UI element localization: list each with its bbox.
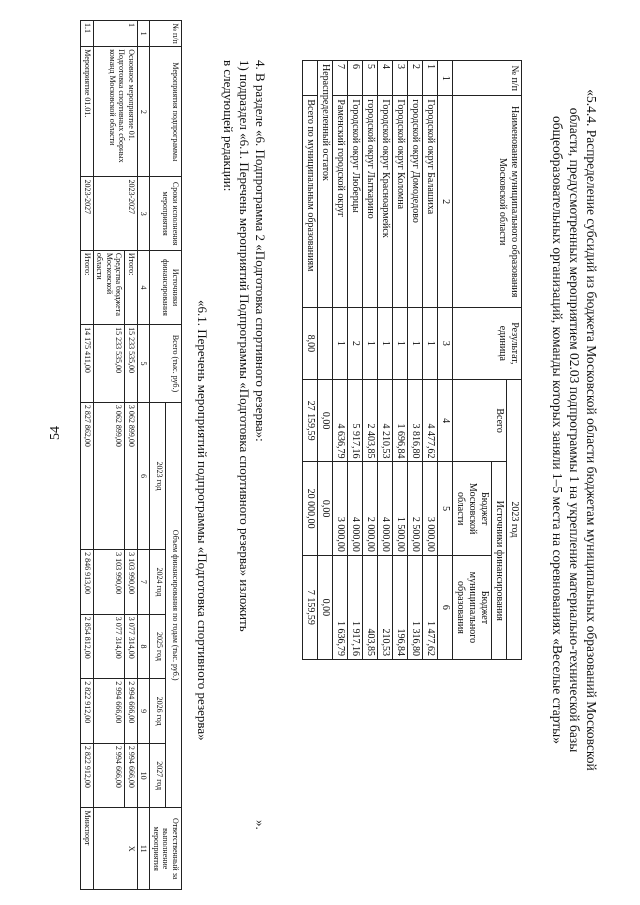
- cell-total: 2 403,85: [363, 379, 378, 462]
- cell-total: 4 636,79: [333, 379, 348, 462]
- table-row: [363, 61, 378, 660]
- index-cell: 3: [438, 307, 453, 379]
- year-header: 2026 год: [150, 679, 166, 744]
- index-cell: 8: [138, 614, 151, 679]
- subsidy-table: [302, 60, 522, 660]
- cell-mo: 3 000,00: [333, 462, 348, 555]
- index-cell: 5: [138, 325, 151, 403]
- cell-num: 7: [333, 61, 348, 96]
- subsection-title: «6.1. Перечень мероприятий подпрограммы «Подготовка спортивного резерва»: [195, 300, 210, 741]
- cell-name: Нераспределенный остаток: [318, 61, 333, 308]
- cell-year: 3 103 990,00: [94, 550, 126, 615]
- cell-num: 6: [348, 61, 363, 96]
- cell-year: 2 994 666,00: [125, 743, 138, 808]
- col-total-header: Всего: [453, 379, 507, 462]
- table-row: [348, 61, 363, 660]
- cell-resp: Минспорт: [81, 808, 94, 890]
- quote-end: ».: [253, 820, 268, 830]
- cell-result: 2: [348, 307, 363, 379]
- table-row: [408, 61, 423, 660]
- index-cell: 7: [138, 550, 151, 615]
- cell-mun: 1 316,80: [408, 555, 423, 659]
- cell-mun: 1 636,79: [333, 555, 348, 659]
- cell-year: 2 994 666,00: [94, 743, 126, 808]
- cell-mo: 0,00: [318, 462, 333, 555]
- index-cell: 2: [138, 47, 151, 177]
- cell-mo: 20 000,00: [303, 462, 318, 555]
- cell-num: 1: [423, 61, 438, 96]
- cell-num: 2: [408, 61, 423, 96]
- cell-year: 3 103 990,00: [125, 550, 138, 615]
- cell-name: Раменский городской округ: [333, 96, 348, 307]
- year-header: 2024 год: [150, 550, 166, 615]
- paragraph-edition: в следующей редакции:: [221, 60, 236, 192]
- col-name-header: Наименование муниципального образования Московской области: [453, 96, 522, 307]
- cell-result: 1: [423, 307, 438, 379]
- cell-mun: 7 159,59: [303, 555, 318, 659]
- year-header: 2023 год: [150, 402, 166, 549]
- index-cell: 2: [438, 96, 453, 307]
- cell-source: Итого:: [125, 250, 138, 324]
- cell-source: Средства бюджета Московской области: [94, 250, 126, 324]
- page-number: 54: [48, 426, 63, 440]
- cell-year: 2 846 913,00: [81, 550, 94, 615]
- events-table: [81, 20, 183, 890]
- cell-total: 14 175 411,00: [81, 325, 94, 403]
- cell-total: 0,00: [318, 379, 333, 462]
- index-cell: 1: [438, 61, 453, 96]
- cell-total: 15 233 535,00: [125, 325, 138, 403]
- col-volume-header: Объем финансирования по годам (тыс. руб.): [166, 402, 182, 808]
- cell-name: Городской округ Красноармейск: [378, 96, 393, 307]
- index-cell: 1: [138, 21, 151, 47]
- table-row: [423, 61, 438, 660]
- index-cell: 4: [138, 250, 151, 324]
- cell-total: 1 696,84: [393, 379, 408, 462]
- index-cell: 10: [138, 743, 151, 808]
- cell-num: 5: [363, 61, 378, 96]
- col-num-header: № п/п: [150, 21, 182, 47]
- cell-total: 15 233 535,00: [94, 325, 126, 403]
- table-row: [378, 61, 393, 660]
- cell-terms: 2023-2027: [81, 177, 94, 250]
- cell-num: 1: [94, 21, 138, 47]
- index-row: [438, 61, 453, 660]
- col-total-header: Всего (тыс. руб.): [150, 325, 182, 403]
- cell-year: 2 854 812,00: [81, 614, 94, 679]
- paragraph-section-4: 4. В разделе «6. Подпрограмма 2 «Подготовка спортивного резерва»:: [253, 60, 268, 442]
- cell-total: 27 159,59: [303, 379, 318, 462]
- cell-result: 1: [393, 307, 408, 379]
- col-terms-header: Сроки исполнения мероприятия: [150, 177, 182, 250]
- cell-mo: 2 500,00: [408, 462, 423, 555]
- cell-result: 1: [408, 307, 423, 379]
- col-resp-header: Ответственный за выполнение мероприятия: [150, 808, 182, 890]
- cell-num: 1.1: [81, 21, 94, 47]
- cell-result: 1: [333, 307, 348, 379]
- col-event-header: Мероприятия подпрограммы: [150, 47, 182, 177]
- section-heading: «5.4.4. Распределение субсидий из бюджета Московской области бюджетам муниципальных образований Московской области, предусмотренных мероприятием 02.03 подпрограммы 1 на укрепление материально-технической базы общеобразовательных организаций, команды которых заняли 1–5 места на соревнованиях «Веселые старты»: [550, 89, 599, 771]
- cell-name: городской округ Домодедово: [408, 96, 423, 307]
- cell-year: 2 822 912,00: [81, 679, 94, 744]
- cell-mun: 196,84: [393, 555, 408, 659]
- cell-mun: 1 917,16: [348, 555, 363, 659]
- index-cell: 3: [138, 177, 151, 250]
- cell-year: 2 994 666,00: [94, 679, 126, 744]
- col-mo-budget-header: Бюджет Московской области: [453, 462, 492, 555]
- cell-mo: 1 500,00: [393, 462, 408, 555]
- index-row: [138, 21, 151, 890]
- cell-result: 1: [363, 307, 378, 379]
- cell-mo: 2 000,00: [363, 462, 378, 555]
- cell-event: Мероприятие 01.01.: [81, 47, 94, 177]
- cell-mo: 4 000,00: [378, 462, 393, 555]
- cell-total: 4 210,53: [378, 379, 393, 462]
- cell-mun: 403,85: [363, 555, 378, 659]
- cell-year: 2 822 912,00: [81, 743, 94, 808]
- cell-source: Итого:: [81, 250, 94, 324]
- cell-mo: 3 000,00: [423, 462, 438, 555]
- table-row: [393, 61, 408, 660]
- cell-year: 2 994 666,00: [125, 679, 138, 744]
- cell-num: 3: [393, 61, 408, 96]
- cell-year: 2 827 862,00: [81, 402, 94, 549]
- remainder-row: [318, 61, 333, 660]
- cell-total: 3 816,80: [408, 379, 423, 462]
- cell-mun: 0,00: [318, 555, 333, 659]
- paragraph-subsection: 1) подраздел «6.1. Перечень мероприятий Подпрограммы «Подготовка спортивного резерва» изложить: [237, 60, 252, 632]
- cell-name: Всего по муниципальным образованиям: [303, 96, 318, 307]
- cell-year: 3 062 899,00: [125, 402, 138, 549]
- cell-year: 3 077 314,00: [94, 614, 126, 679]
- cell-year: 3 077 314,00: [125, 614, 138, 679]
- col-result-header: Результат, единица: [453, 307, 522, 379]
- cell-mun: 1 477,62: [423, 555, 438, 659]
- col-num-header: № п/п: [453, 61, 522, 96]
- cell-name: Городской округ Люберцы: [348, 96, 363, 307]
- cell-result: [318, 307, 333, 379]
- cell-total: 5 917,16: [348, 379, 363, 462]
- cell-num: 4: [378, 61, 393, 96]
- cell-mo: 4 000,00: [348, 462, 363, 555]
- col-sources-header: Источники финансирования: [150, 250, 182, 324]
- year-header: 2027 год: [150, 743, 166, 808]
- total-row: [303, 61, 318, 660]
- index-cell: 5: [438, 462, 453, 555]
- cell-resp: Х: [94, 808, 138, 890]
- cell-name: Городской округ Балашиха: [423, 96, 438, 307]
- year-header: 2025 год: [150, 614, 166, 679]
- cell-result: 8,00: [303, 307, 318, 379]
- cell-total: 4 477,62: [423, 379, 438, 462]
- col-sources-header: Источники финансирования: [492, 462, 507, 660]
- table-row: [81, 21, 94, 890]
- table-row: [333, 61, 348, 660]
- cell-year: 3 062 899,00: [94, 402, 126, 549]
- col-mun-budget-header: Бюджет муниципального образования: [453, 555, 492, 659]
- cell-event: Основное мероприятие 01. Подготовка спортивных сборных команд Московской области: [94, 47, 138, 177]
- index-cell: 9: [138, 679, 151, 744]
- table-row: [125, 21, 138, 890]
- cell-mun: 210,53: [378, 555, 393, 659]
- cell-name: Городской округ Коломна: [393, 96, 408, 307]
- cell-terms: 2023-2027: [94, 177, 138, 250]
- cell-num: [303, 61, 318, 96]
- cell-name: городской округ Лыткарино: [363, 96, 378, 307]
- index-cell: 11: [138, 808, 151, 890]
- cell-result: 1: [378, 307, 393, 379]
- index-cell: 6: [138, 402, 151, 549]
- index-cell: 4: [438, 379, 453, 462]
- col-year-header: 2023 год: [507, 379, 522, 659]
- index-cell: 6: [438, 555, 453, 659]
